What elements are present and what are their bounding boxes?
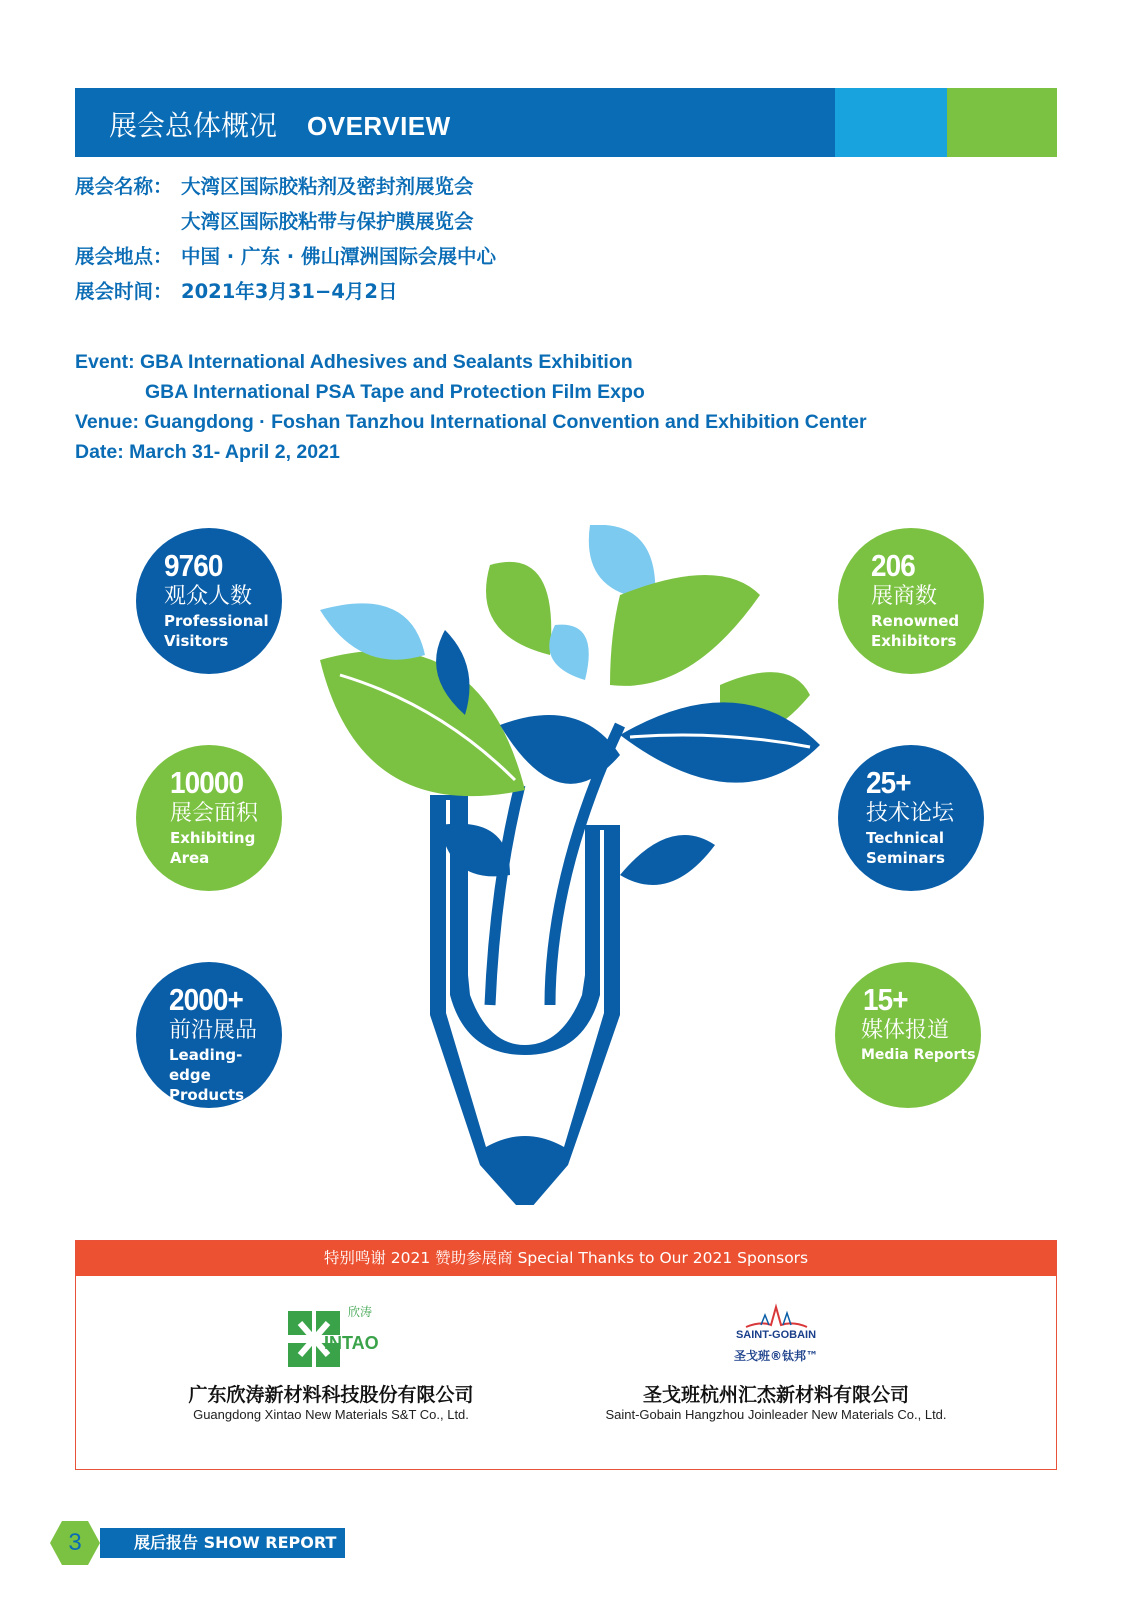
stat-visitors-number: 9760: [164, 548, 223, 583]
leaf-lightblue-left: [320, 603, 425, 659]
event-en-1: Event: GBA International Adhesives and Sealants Exhibition: [75, 351, 633, 373]
stat-seminars-cn: 技术论坛: [866, 801, 955, 826]
stat-area: [136, 745, 282, 891]
date-en: Date: March 31- April 2, 2021: [75, 441, 340, 463]
event-label-cn: 展会名称：: [75, 175, 173, 198]
header-light-blue-block: [835, 88, 947, 157]
stat-exhibitors-number: 206: [871, 548, 915, 583]
date-label-cn: 展会时间：: [75, 280, 173, 303]
stat-products-en: Leading-edge Products: [169, 1046, 245, 1104]
stat-visitors-cn: 观众人数: [164, 584, 253, 609]
stat-visitors: [136, 528, 282, 674]
stat-exhibitors-cn: 展商数: [871, 584, 938, 609]
venue-value-cn: 中国 · 广东 · 佛山潭洲国际会展中心: [181, 245, 496, 268]
leaf-green-top-right: [610, 575, 760, 686]
sponsor-1-name-cn: 广东欣涛新材料科技股份有限公司: [188, 1384, 474, 1406]
stat-products-cn: 前沿展品: [169, 1018, 258, 1043]
venue-cn: [75, 245, 496, 269]
event-name-cn: [75, 175, 474, 199]
sponsors-box: [75, 1240, 1057, 1470]
xintao-logo-en: INTAO: [324, 1333, 379, 1353]
header-green-block: [947, 88, 1057, 157]
section-title: [109, 104, 451, 144]
stat-seminars: [838, 745, 984, 891]
stat-area-cn: 展会面积: [170, 801, 259, 826]
date-value-cn: 2021年3月31−4月2日: [181, 280, 398, 303]
saint-gobain-logo-en: SAINT-GOBAIN: [735, 1329, 817, 1341]
stat-media-cn: 媒体报道: [861, 1018, 950, 1043]
stat-media-en: Media Reports: [861, 1047, 976, 1063]
stat-exhibitors-en: Renowned Exhibitors: [871, 612, 960, 650]
event-value-cn-1: 大湾区国际胶粘剂及密封剂展览会: [181, 175, 474, 198]
section-title-en: OVERVIEW: [307, 111, 451, 141]
section-header-band: [75, 88, 1057, 157]
saint-gobain-logo-icon: [741, 1303, 811, 1329]
footer-label: 展后报告 SHOW REPORT: [100, 1528, 345, 1558]
stat-products: [136, 962, 282, 1108]
page-number-badge: [50, 1521, 100, 1565]
event-en-2: GBA International PSA Tape and Protection Film Expo: [145, 381, 645, 403]
sponsors-title-bar: 特别鸣谢 2021 赞助参展商 Special Thanks to Our 2021 Sponsors: [76, 1241, 1056, 1276]
page-number: 3: [68, 1529, 82, 1556]
stat-exhibitors: [838, 528, 984, 674]
stat-visitors-en: Professional Visitors: [164, 612, 269, 650]
leaf-blue-lower-right: [620, 835, 715, 885]
stat-products-number: 2000+: [169, 982, 243, 1017]
section-title-cn: 展会总体概况: [109, 109, 278, 142]
venue-label-cn: 展会地点：: [75, 245, 173, 268]
stat-seminars-en: Technical Seminars: [866, 829, 945, 867]
leaf-green-big-left: [320, 651, 525, 796]
sponsor-2-name-en: Saint-Gobain Hangzhou Joinleader New Materials Co., Ltd.: [605, 1407, 947, 1422]
stat-media-number: 15+: [863, 982, 908, 1017]
stat-area-number: 10000: [170, 765, 244, 800]
venue-en: Venue: Guangdong · Foshan Tanzhou International Convention and Exhibition Center: [75, 411, 867, 433]
date-cn: [75, 280, 397, 304]
stat-seminars-number: 25+: [866, 765, 911, 800]
xintao-logo-cn: 欣涛: [348, 1305, 373, 1319]
pencil-plant-illustration: [320, 525, 840, 1205]
saint-gobain-logo-cn: 圣戈班®钛邦™: [733, 1349, 818, 1363]
stat-media: [835, 962, 981, 1108]
stat-area-en: Exhibiting Area: [170, 829, 256, 867]
leaf-lightblue-small: [549, 625, 588, 680]
event-value-cn-2: 大湾区国际胶粘带与保护膜展览会: [181, 210, 474, 233]
sponsor-1-name-en: Guangdong Xintao New Materials S&T Co., Ltd.: [193, 1407, 469, 1422]
sponsor-2-name-cn: 圣戈班杭州汇杰新材料有限公司: [642, 1384, 909, 1406]
stem-left: [490, 785, 520, 1005]
